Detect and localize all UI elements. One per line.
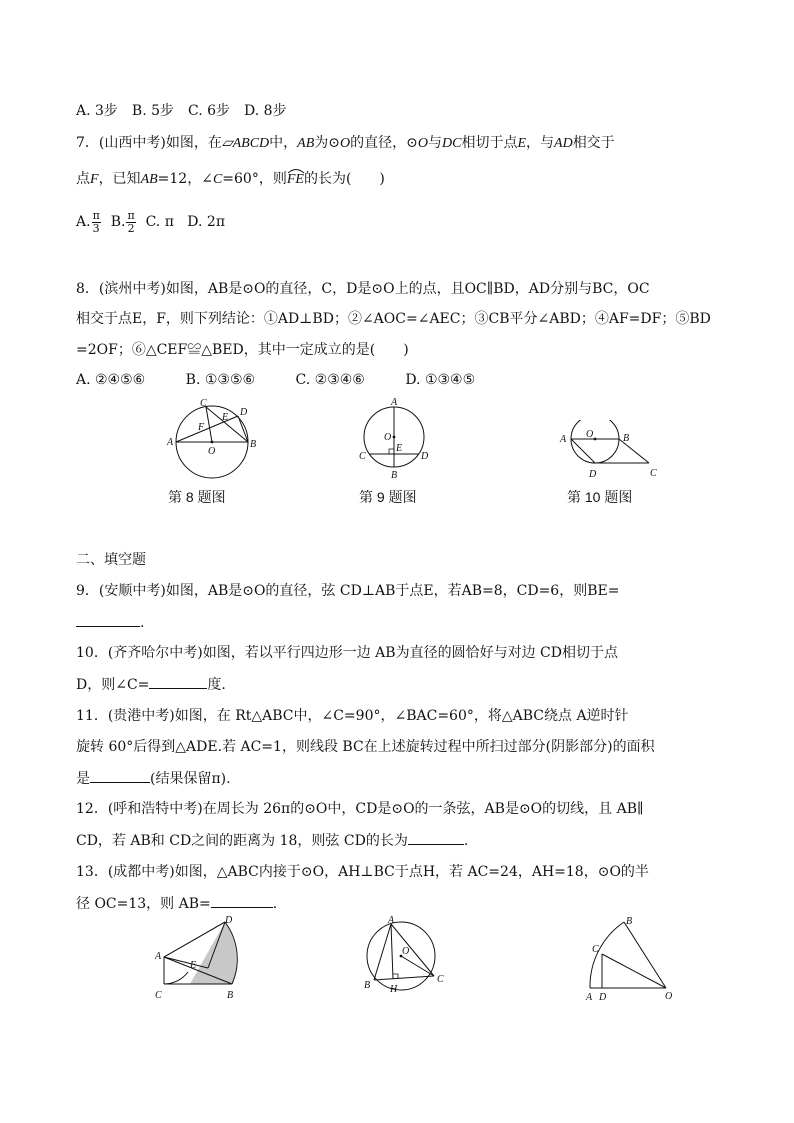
q10-text: 度. [207, 677, 226, 693]
answer-blank[interactable] [90, 768, 150, 783]
fig11-label-b: B [227, 990, 234, 1001]
answer-blank[interactable] [211, 893, 273, 908]
q9-end: . [140, 615, 145, 631]
figure-11 [150, 912, 250, 1004]
q7-text: =60°，则 [222, 171, 287, 187]
q9-line2 [76, 612, 144, 633]
q7-line2 [76, 169, 385, 190]
q7-var: E [517, 136, 527, 151]
fig13-label-a: A [388, 915, 395, 926]
fig10-caption: 第 10 题图 [567, 489, 633, 505]
q12-text: CD，若 AB和 CD之间的距离为 18，则弦 CD的长为 [76, 833, 408, 849]
fig10-label-d: D [589, 469, 597, 480]
q12-text: . [463, 833, 469, 849]
q7-opt-c: C. π [145, 214, 174, 230]
figure-10 [552, 420, 664, 480]
q7-opt-a: A. [76, 214, 91, 230]
q11-text: (结果保留π). [150, 771, 231, 787]
fig8-label-d: D [240, 407, 248, 418]
fig10-label-c: C [650, 468, 657, 479]
fig12b-label-a: A [586, 992, 593, 1003]
fig13-label-o: O [402, 946, 410, 957]
q13-text: 径 OC=13，则 AB= [76, 896, 211, 912]
q8-options [76, 370, 475, 390]
q9-line1: 9．(安顺中考)如图，AB是⊙O的直径，弦 CD⊥AB于点E，若AB=8，CD=6，则BE= [76, 583, 620, 599]
q7-var: O [417, 136, 428, 151]
q8-line2: 相交于点E，F，则下列结论：①AD⊥BD；②∠AOC=∠AEC；③CB平分∠ABD；④AF=DF；⑤BD [76, 311, 711, 327]
fig11-label-d: D [225, 915, 233, 926]
fig13-label-h: H [390, 984, 398, 995]
q13-line1: 13．(成都中考)如图，△ABC内接于⊙O，AH⊥BC于点H，若 AC=24，AH=18，⊙O的半 [76, 864, 649, 880]
figure-9 [354, 395, 434, 485]
q8-opt-a: A. ②④⑤⑥ [76, 372, 146, 388]
fig9-label-e: E [396, 443, 403, 454]
q8-opt-c: C. ②③④⑥ [295, 372, 365, 388]
q12-line1: 12．(呼和浩特中考)在周长为 26π的⊙O中，CD是⊙O的一条弦，AB是⊙O的切线，且 AB∥ [76, 801, 644, 817]
q7-text: 的直径，⊙ [350, 135, 418, 151]
q8-opt-b: B. ①③⑤⑥ [185, 372, 256, 388]
q7-line1 [76, 133, 615, 154]
q7-var: AD [554, 136, 573, 151]
q7-arc-label: FE [286, 172, 304, 187]
q7-var: F [90, 172, 99, 187]
fig12b-label-b: B [626, 916, 633, 927]
section-title: 二、填空题 [76, 552, 146, 568]
figure-8 [166, 396, 266, 482]
q7-text: =12，∠ [157, 171, 213, 187]
fig11-label-a: A [155, 951, 162, 962]
fig9-label-o: O [384, 432, 392, 443]
fig9-caption: 第 9 题图 [359, 489, 417, 505]
q7-var: AB [140, 172, 158, 187]
fig8-label-c: C [200, 398, 207, 409]
figure-13 [360, 914, 456, 998]
q7-text: 相交于 [572, 135, 615, 151]
fig11-label-c: C [155, 990, 162, 1001]
q10-line2 [76, 674, 226, 695]
fig8-caption: 第 8 题图 [168, 489, 226, 505]
q8-line1: 8．(滨州中考)如图，AB是⊙O的直径，C，D是⊙O上的点，且OC∥BD，AD分别与BC，OC [76, 281, 650, 297]
fig8-label-b: B [250, 439, 257, 450]
q6-options: A. 3步 B. 5步 C. 6步 D. 8步 [76, 103, 287, 119]
frac-num: π [127, 208, 135, 222]
fig9-label-a: A [391, 397, 398, 408]
fig8-label-f: F [198, 422, 205, 433]
fig9-label-c: C [359, 451, 366, 462]
fig8-label-a: A [167, 437, 174, 448]
q7-opt-b-frac [126, 210, 135, 235]
fig12b-label-d: D [599, 992, 607, 1003]
q8-opt-d: D. ①③④⑤ [405, 372, 476, 388]
q13-text: . [272, 896, 278, 912]
answer-blank[interactable] [149, 674, 207, 689]
q7-var: DC [442, 136, 462, 151]
answer-blank[interactable] [76, 612, 140, 627]
q8-line3: =2OF；⑥△CEF≌△BED，其中一定成立的是( ) [76, 342, 409, 358]
fig8-label-o: O [208, 446, 216, 457]
fig11-label-e: E [190, 960, 197, 971]
q11-line1: 11．(贵港中考)如图，在 Rt△ABC中，∠C=90°，∠BAC=60°，将△ABC绕点 A逆时针 [76, 708, 629, 724]
fig12b-label-o: O [665, 991, 673, 1002]
q7-arc-fe [287, 172, 304, 187]
q7-text: 的长为( ) [303, 171, 385, 187]
q7-text: 为⊙ [314, 135, 341, 151]
q7-text: 相切于点 [461, 135, 518, 151]
q7-text: 中， [269, 135, 298, 151]
fig13-label-b: B [364, 980, 371, 991]
fig8-label-e: E [222, 412, 229, 423]
fig13-label-c: C [437, 974, 444, 985]
answer-blank[interactable] [408, 830, 464, 845]
q7-opt-b: B. [110, 214, 126, 230]
fig9-label-b: B [391, 470, 398, 481]
q7-text: ，已知 [98, 171, 141, 187]
frac-num: π [92, 208, 100, 222]
figure-sector [580, 912, 676, 1004]
fig10-label-o: O [586, 429, 594, 440]
q7-opt-a-frac [92, 210, 101, 235]
q7-text: 7．(山西中考)如图，在 [76, 135, 222, 151]
q7-parallelogram: ▱ABCD [221, 136, 270, 151]
frac-den: 2 [127, 221, 135, 235]
q7-text: 点 [76, 171, 90, 187]
q10-line1: 10．(齐齐哈尔中考)如图，若以平行四边形一边 AB为直径的圆恰好与对边 CD相切于点 [76, 645, 618, 661]
q7-var: O [340, 136, 351, 151]
q13-line2 [76, 893, 277, 914]
q7-options [76, 204, 225, 240]
q7-var: C [212, 172, 223, 187]
q10-text: D，则∠C= [76, 677, 150, 693]
arc-mark-icon [287, 168, 305, 174]
fig10-label-a: A [560, 434, 567, 445]
q7-text: 与 [428, 135, 442, 151]
q11-text: 是 [76, 771, 90, 787]
q11-line3 [76, 768, 231, 789]
frac-den: 3 [92, 221, 100, 235]
fig12b-label-c: C [592, 944, 599, 955]
fig9-label-d: D [421, 451, 429, 462]
q7-var: AB [297, 136, 315, 151]
fig10-label-b: B [623, 433, 630, 444]
q12-line2 [76, 830, 468, 851]
q11-line2: 旋转 60°后得到△ADE.若 AC=1，则线段 BC在上述旋转过程中所扫过部分(阴影部分)的面积 [76, 739, 655, 755]
q7-text: ，与 [526, 135, 555, 151]
q7-opt-d: D. 2π [187, 214, 226, 230]
